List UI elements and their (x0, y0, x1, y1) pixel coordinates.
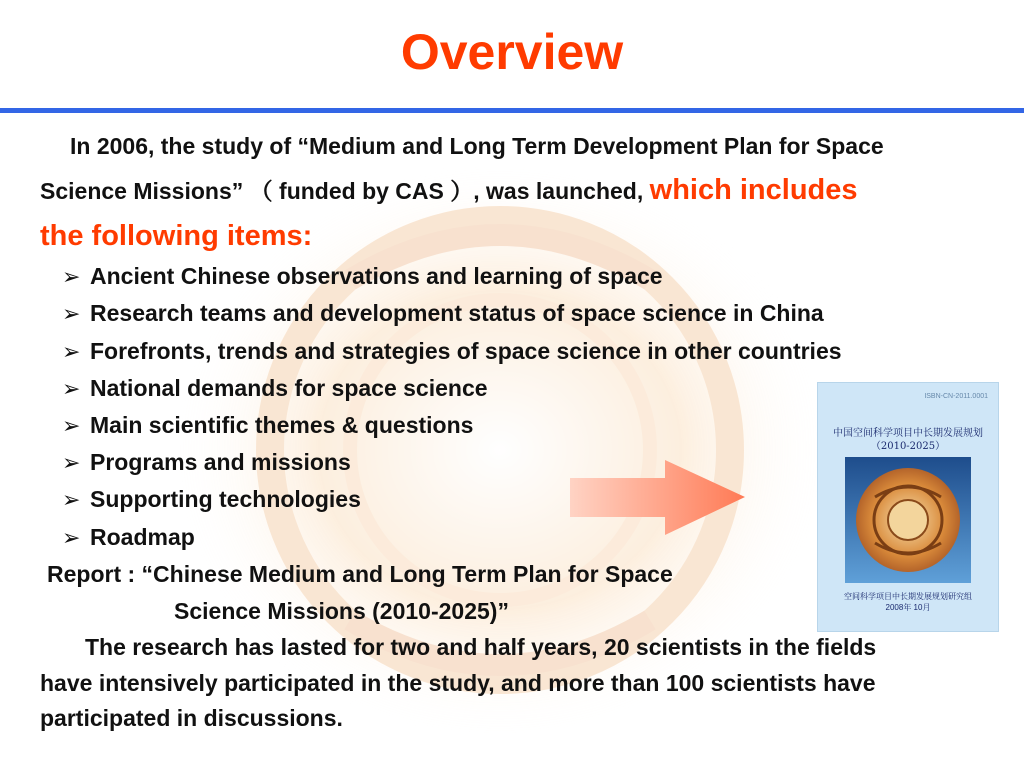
cover-code: ISBN-CN-2011.0001 (924, 393, 988, 400)
intro-highlight: which includes (649, 174, 858, 206)
cover-title: 中国空间科学项目中长期发展规划 （2010-2025） (833, 428, 983, 452)
arrow-bullet-icon: ➢ (62, 339, 81, 364)
cover-emblem (845, 457, 971, 583)
list-item: ➢ Forefronts, trends and strategies of space science in other countries (62, 338, 842, 364)
arrow-bullet-icon: ➢ (62, 376, 81, 401)
report-cover-image (818, 383, 998, 631)
closing-line-2: have intensively participated in the study, and more than 100 scientists have (40, 670, 876, 696)
arrow-bullet-icon: ➢ (62, 301, 81, 326)
title-divider (0, 108, 1024, 113)
arrow-bullet-icon: ➢ (62, 264, 81, 289)
list-item: ➢ Supporting technologies (62, 486, 361, 512)
list-item: ➢ National demands for space science (62, 375, 488, 401)
intro-highlight-continued: the following items: (40, 220, 313, 252)
closing-line-3: participated in discussions. (40, 705, 343, 731)
list-item: ➢ Research teams and development status of space science in China (62, 300, 824, 326)
arrow-bullet-icon: ➢ (62, 487, 81, 512)
list-item: ➢ Roadmap (62, 524, 195, 550)
arrow-bullet-icon: ➢ (62, 525, 81, 550)
arrow-bullet-icon: ➢ (62, 413, 81, 438)
list-item: ➢ Main scientific themes & questions (62, 412, 474, 438)
list-item: ➢ Ancient Chinese observations and learning of space (62, 263, 663, 289)
report-line-2: Science Missions (2010-2025)” (174, 598, 509, 624)
intro-line-2-text: Science Missions” （ funded by CAS ）, was launched, (40, 178, 650, 204)
list-item: ➢ Programs and missions (62, 449, 351, 475)
closing-line-1: The research has lasted for two and half years, 20 scientists in the fields (85, 634, 877, 660)
right-arrow-icon (570, 460, 745, 535)
page-title: Overview (400, 24, 624, 80)
cover-publisher: 空间科学项目中长期发展规划研究组 2008年 10月 (844, 592, 972, 612)
report-line-1: Report : “Chinese Medium and Long Term Plan for Space (47, 561, 673, 587)
intro-line-2 (40, 176, 858, 205)
intro-line-1: In 2006, the study of “Medium and Long Term Development Plan for Space (70, 133, 884, 159)
arrow-bullet-icon: ➢ (62, 450, 81, 475)
